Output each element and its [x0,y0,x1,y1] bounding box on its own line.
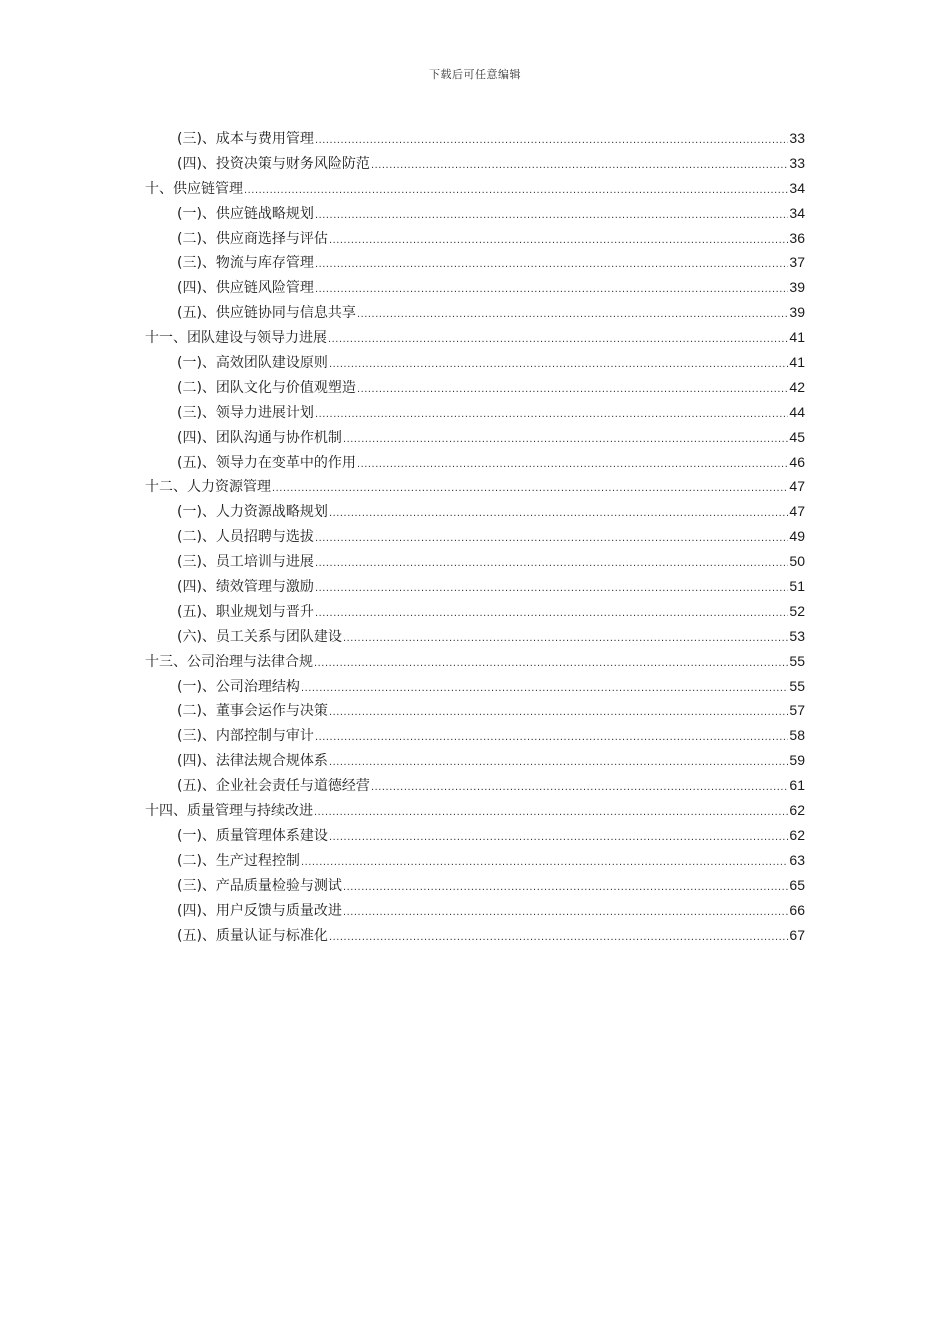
toc-entry-page-number: 57 [789,702,805,719]
toc-entry-title: (一)、供应链战略规划 [177,205,314,222]
toc-entry-title: (三)、物流与库存管理 [177,255,314,272]
toc-entry-title: (一)、高效团队建设原则 [177,355,328,372]
toc-entry-title: 十四、质量管理与持续改进 [145,803,313,820]
toc-chapter-entry[interactable] [145,649,805,674]
toc-dot-leader [343,626,788,651]
toc-entry-title: (一)、质量管理体系建设 [177,827,328,844]
toc-entry-title: (三)、领导力进展计划 [177,404,314,421]
toc-entry-title: (三)、成本与费用管理 [177,131,314,147]
toc-section-entry[interactable] [145,300,805,325]
toc-entry-title: (四)、供应链风险管理 [177,280,314,297]
toc-entry-page-number: 52 [789,602,805,619]
toc-dot-leader [315,601,788,626]
toc-chapter-entry[interactable] [145,325,805,350]
toc-entry-page-number: 47 [789,503,805,520]
toc-dot-leader [329,825,788,850]
table-of-contents [145,126,805,947]
toc-entry-title: (四)、团队沟通与协作机制 [177,429,342,446]
toc-section-entry[interactable] [145,499,805,524]
toc-entry-page-number: 55 [789,677,805,694]
toc-entry-page-number: 62 [789,826,805,843]
toc-entry-title: 十三、公司治理与法律合规 [145,653,313,670]
toc-dot-leader [301,850,788,875]
toc-entry-page-number: 41 [789,329,805,346]
toc-entry-title: 十二、人力资源管理 [145,479,271,496]
toc-dot-leader [315,252,788,277]
toc-entry-title: (一)、公司治理结构 [177,678,300,695]
toc-chapter-entry[interactable] [145,798,805,823]
toc-entry-title: 十一、团队建设与领导力进展 [145,330,327,347]
toc-dot-leader [315,402,788,427]
toc-dot-leader [371,153,788,178]
toc-dot-leader [343,427,788,452]
toc-dot-leader [357,302,788,327]
toc-entry-page-number: 58 [789,727,805,744]
toc-entry-page-number: 66 [789,901,805,918]
toc-dot-leader [329,501,788,526]
toc-entry-title: (二)、团队文化与价值观塑造 [177,379,356,396]
toc-dot-leader [357,452,788,477]
toc-section-entry[interactable] [145,375,805,400]
toc-dot-leader [329,228,788,253]
toc-dot-leader [328,327,788,352]
toc-dot-leader [343,900,788,925]
toc-dot-leader [314,800,788,825]
toc-entry-title: (五)、职业规划与晋升 [177,603,314,620]
toc-entry-page-number: 44 [789,403,805,420]
toc-entry-page-number: 61 [789,777,805,794]
toc-entry-title: 十、供应链管理 [145,180,243,197]
toc-dot-leader [301,676,788,701]
toc-dot-leader [244,178,788,203]
toc-entry-page-number: 36 [789,229,805,246]
toc-entry-page-number: 55 [789,652,805,669]
toc-entry-title: (四)、投资决策与财务风险防范 [177,155,370,172]
toc-entry-title: (五)、质量认证与标准化 [177,927,328,944]
toc-entry-page-number: 41 [789,354,805,371]
toc-dot-leader [272,476,788,501]
toc-section-entry[interactable] [145,898,805,923]
toc-entry-title: (四)、法律法规合规体系 [177,753,328,770]
toc-entry-title: (三)、内部控制与审计 [177,728,314,745]
toc-entry-title: (六)、员工关系与团队建设 [177,628,342,645]
toc-section-entry[interactable] [145,201,805,226]
toc-section-entry[interactable] [145,400,805,425]
toc-section-entry[interactable] [145,773,805,798]
toc-dot-leader [315,551,788,576]
toc-entry-title: (一)、人力资源战略规划 [177,504,328,521]
toc-entry-title: (四)、绩效管理与激励 [177,579,314,596]
toc-chapter-entry[interactable] [145,474,805,499]
toc-entry-title: (三)、产品质量检验与测试 [177,877,342,894]
toc-entry-page-number: 45 [789,428,805,445]
toc-entry-page-number: 47 [789,478,805,495]
toc-entry-title: (三)、员工培训与进展 [177,554,314,571]
toc-section-entry[interactable] [145,275,805,300]
toc-section-entry[interactable] [145,923,805,948]
toc-section-entry[interactable] [145,250,805,275]
toc-entry-title: (二)、董事会运作与决策 [177,703,328,720]
toc-dot-leader [315,203,788,228]
toc-section-entry[interactable] [145,698,805,723]
toc-section-entry[interactable] [145,674,805,699]
toc-dot-leader [329,700,788,725]
toc-chapter-entry[interactable] [145,176,805,201]
toc-section-entry[interactable] [145,873,805,898]
toc-entry-title: (五)、供应链协同与信息共享 [177,305,356,322]
toc-entry-title: (二)、生产过程控制 [177,852,300,869]
toc-entry-page-number: 49 [789,528,805,545]
toc-section-entry[interactable] [145,748,805,773]
toc-entry-title: (二)、人员招聘与选拔 [177,529,314,546]
toc-section-entry[interactable] [145,574,805,599]
toc-section-entry[interactable] [145,151,805,176]
toc-section-entry[interactable] [145,226,805,251]
toc-section-entry[interactable] [145,723,805,748]
toc-entry-page-number: 34 [789,204,805,221]
toc-entry-title: (二)、供应商选择与评估 [177,230,328,247]
toc-dot-leader [314,651,788,676]
toc-dot-leader [315,128,788,153]
toc-dot-leader [357,377,788,402]
toc-section-entry[interactable] [145,450,805,475]
toc-dot-leader [371,775,788,800]
toc-section-entry[interactable] [145,599,805,624]
toc-entry-page-number: 39 [789,304,805,321]
toc-entry-page-number: 50 [789,553,805,570]
toc-entry-page-number: 62 [789,802,805,819]
toc-entry-page-number: 33 [789,154,805,171]
toc-entry-page-number: 37 [789,254,805,271]
toc-entry-title: (五)、领导力在变革中的作用 [177,454,356,471]
toc-section-entry[interactable] [145,624,805,649]
toc-entry-page-number: 33 [789,130,805,146]
toc-entry-title: (四)、用户反馈与质量改进 [177,902,342,919]
toc-entry-page-number: 51 [789,578,805,595]
toc-entry-page-number: 63 [789,851,805,868]
toc-section-entry[interactable] [145,425,805,450]
toc-entry-page-number: 67 [789,926,805,943]
toc-entry-page-number: 34 [789,179,805,196]
toc-entry-page-number: 65 [789,876,805,893]
toc-dot-leader [343,875,788,900]
toc-dot-leader [315,526,788,551]
toc-dot-leader [329,352,788,377]
toc-entry-page-number: 46 [789,453,805,470]
toc-section-entry[interactable] [145,126,805,151]
toc-dot-leader [315,725,788,750]
toc-entry-title: (五)、企业社会责任与道德经营 [177,778,370,795]
toc-dot-leader [315,576,788,601]
toc-dot-leader [315,277,788,302]
toc-entry-page-number: 39 [789,279,805,296]
toc-section-entry[interactable] [145,350,805,375]
toc-entry-page-number: 59 [789,752,805,769]
toc-section-entry[interactable] [145,549,805,574]
toc-dot-leader [329,925,788,950]
toc-entry-page-number: 42 [789,378,805,395]
toc-section-entry[interactable] [145,823,805,848]
page-header: 下载后可任意编辑 [429,68,521,81]
toc-section-entry[interactable] [145,848,805,873]
toc-section-entry[interactable] [145,524,805,549]
toc-entry-page-number: 53 [789,627,805,644]
toc-dot-leader [329,750,788,775]
